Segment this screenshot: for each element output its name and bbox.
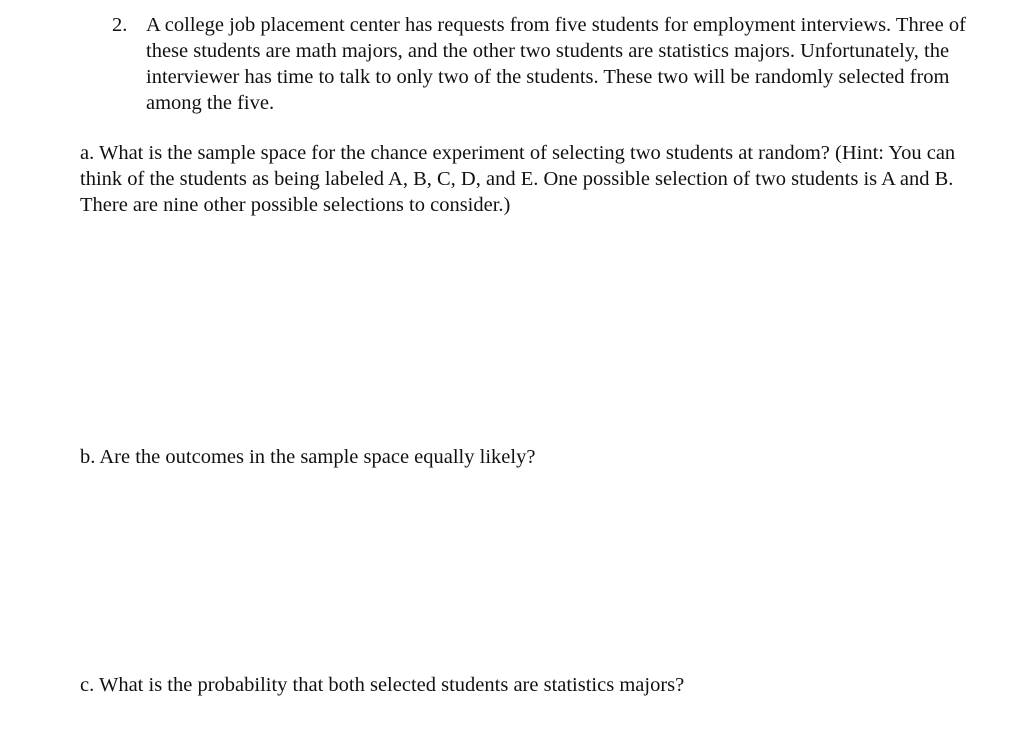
problem-statement — [112, 12, 992, 116]
problem-text: A college job placement center has requests from five students for employment interviews. Three of these students are math majors, and the other two students are statistics majors. Unfortunately, the interviewer has time to talk to only two of the students. These two will be randomly selected from among the five. — [146, 14, 966, 114]
problem-number: 2. — [112, 14, 128, 36]
question-part-a: a. What is the sample space for the chance experiment of selecting two students at random? (Hint: You can think of the students as being labeled A, B, C, D, and E. One possible selection of two students is A and B. There are nine other possible selections to consider.) — [80, 142, 956, 216]
question-part-c: c. What is the probability that both selected students are statistics majors? — [80, 674, 685, 696]
question-part-b: b. Are the outcomes in the sample space equally likely? — [80, 446, 536, 468]
